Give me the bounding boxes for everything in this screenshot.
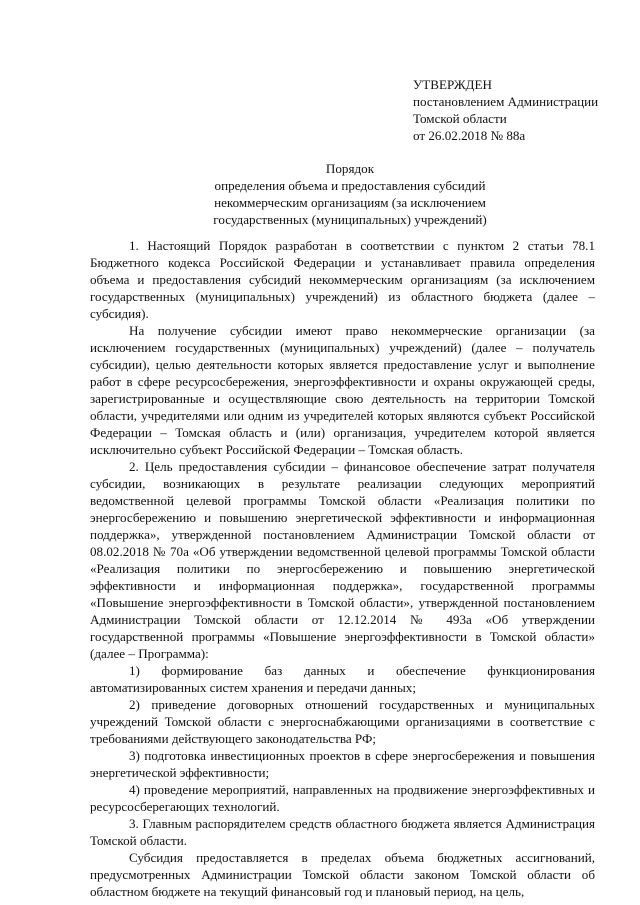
list-item-1: 1) формирование баз данных и обеспечение функционирования автоматизированных систем хранения и передачи данных; <box>90 663 595 695</box>
title-line-3: некоммерческим организациям (за исключением <box>214 195 486 210</box>
title-line-1: Порядок <box>325 161 375 176</box>
approval-date: от 26.02.2018 № 88а <box>413 128 526 143</box>
paragraph-3: 2. Цель предоставления субсидии – финансовое обеспечение затрат получателя субсидии, возникающих в результате реализации следующих мероприятий ведомственной целевой программы Томской области «Реализация политики по энергосбережению и повышению энергетической эффективности и информационная поддержка», утвержденной постановлением Администрации Томской области от 08.02.2018 № 70а «Об утверждении ведомственной целевой программы Томской области «Реализация политики по энергосбережению и повышению энергетической эффективности и информационная поддержка», государственной программы «Повышение энергоэффективности в Томской области», утвержденной постановлением Администрации Томской области от 12.12.2014 № 493а «Об утверждении государственной программы «Повышение энергоэффективности в Томской области» (далее – Программа): <box>90 459 595 661</box>
approval-heading: УТВЕРЖДЕН <box>413 77 492 92</box>
list-item-3: 3) подготовка инвестиционных проектов в сфере энергосбережения и повышения энергетической эффективности; <box>90 748 595 780</box>
list-item-4: 4) проведение мероприятий, направленных на продвижение энергоэффективных и ресурсосберегающих технологий. <box>90 782 595 814</box>
paragraph-1: 1. Настоящий Порядок разработан в соответствии с пунктом 2 статьи 78.1 Бюджетного кодекса Российской Федерации и устанавливает правила определения объема и предоставления субсидий некоммерческим организациям (за исключением государственных (муниципальных) учреждений) из областного бюджета (далее – субсидия). <box>90 238 595 321</box>
document-body <box>90 237 595 900</box>
paragraph-4: 3. Главным распорядителем средств областного бюджета является Администрация Томской области. <box>90 816 595 848</box>
paragraph-5: Субсидия предоставляется в пределах объема бюджетных ассигнований, предусмотренных Администрации Томской области законом Томской области об областном бюджете на текущий финансовый год и плановый период, на цель, <box>90 850 595 899</box>
document-title <box>120 160 580 228</box>
approval-line-2: Томской области <box>413 111 507 126</box>
title-line-4: государственных (муниципальных) учреждений) <box>213 212 487 227</box>
paragraph-2: На получение субсидии имеют право некоммерческие организации (за исключением государственных (муниципальных) учреждений) (далее – получатель субсидии), целью деятельности которых является предоставление услуг и выполнение работ в сфере ресурсосбережения, энергоэффективности и охраны окружающей среды, зарегистрированные и осуществляющие свою деятельность на территории Томской области, учредителями или одним из учредителей которых являются субъект Российской Федерации – Томская область и (или) организация, учредителем которой является исключительно субъект Российской Федерации – Томская область. <box>90 323 595 457</box>
approval-line-1: постановлением Администрации <box>413 94 599 109</box>
title-line-2: определения объема и предоставления субсидий <box>214 178 486 193</box>
list-item-2: 2) приведение договорных отношений государственных и муниципальных учреждений Томской области с энергоснабжающими организациями в соответствие с требованиями действующего законодательства РФ; <box>90 697 595 746</box>
approval-stamp <box>413 76 633 144</box>
